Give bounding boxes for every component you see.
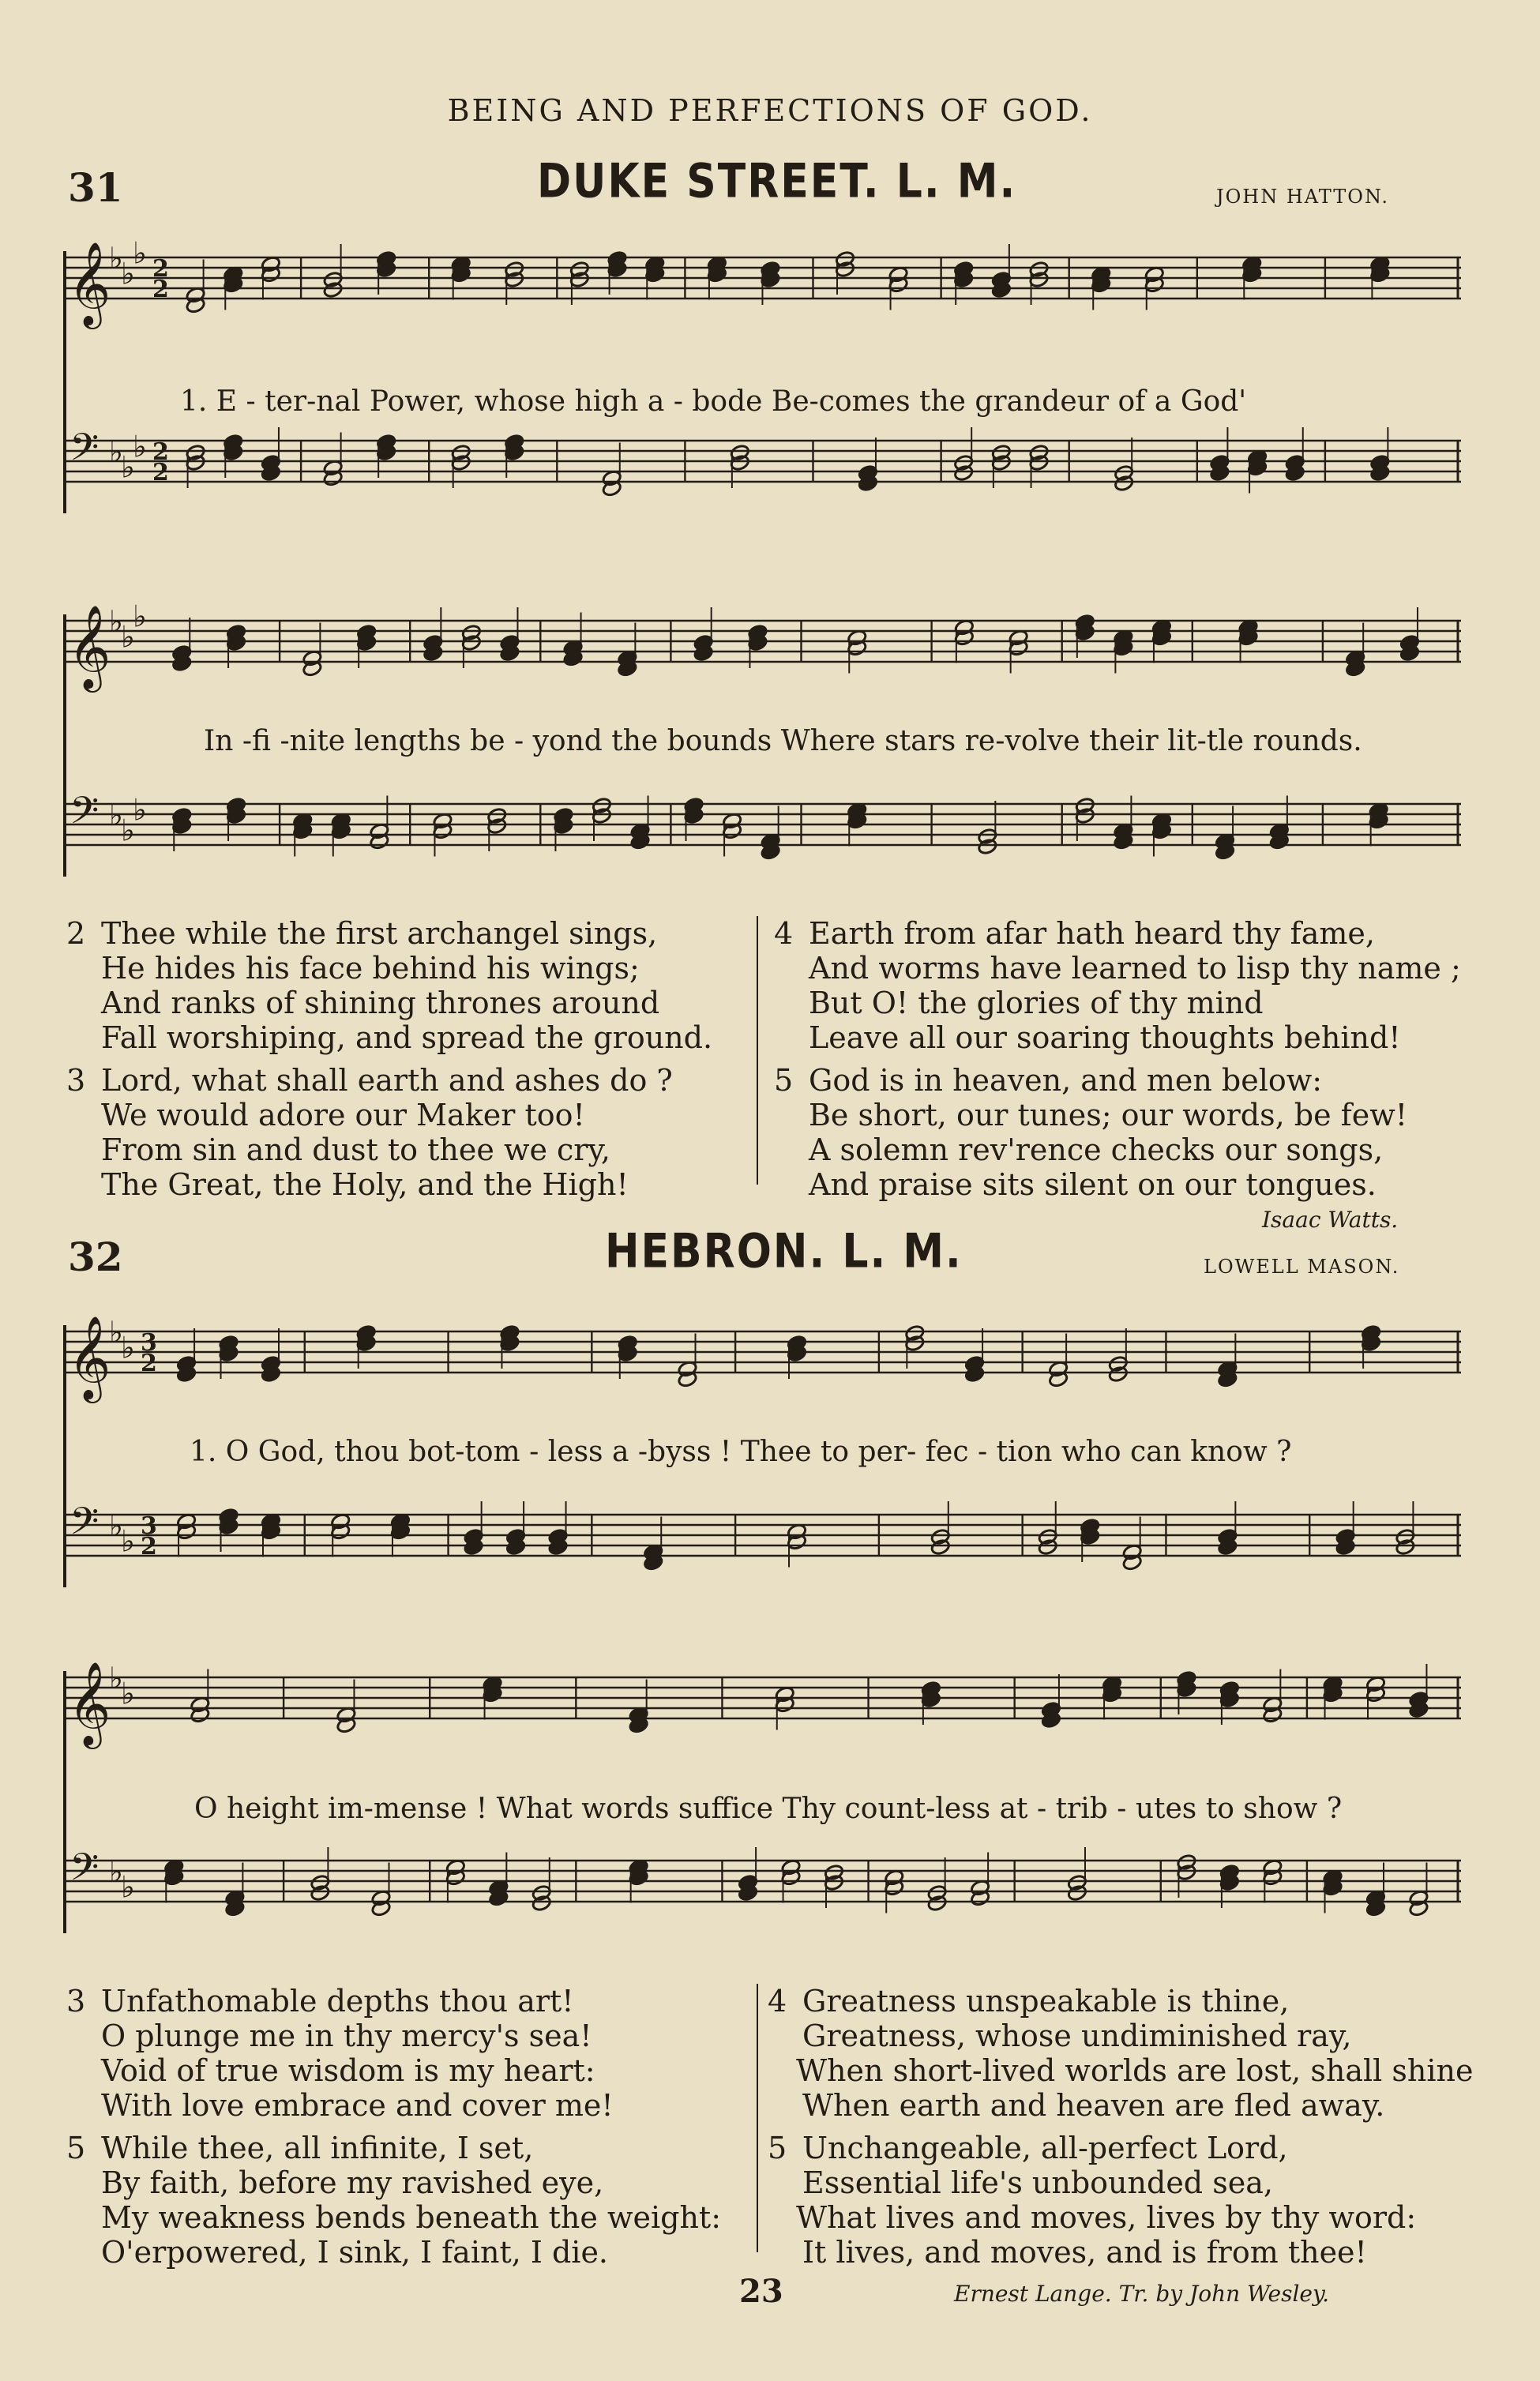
verse-number: 5 [768,2131,787,2165]
flat-sign-icon: ♭ [121,1523,135,1559]
treble-clef-icon: 𝄞 [68,241,111,325]
flat-sign-icon: ♭ [109,1854,123,1889]
running-head: BEING AND PERFECTIONS OF GOD. [447,93,1093,128]
time-signature: 2 [141,1533,157,1560]
hymn-meter: L. M. [896,154,1017,209]
verse-number: 5 [66,2131,86,2165]
flat-sign-icon: ♭ [121,256,135,291]
flat-sign-icon: ♭ [121,1676,135,1711]
treble-clef-icon: 𝄞 [68,604,111,689]
time-signature: 3 [141,1329,157,1357]
verse-line: And worms have learned to lisp thy name ; [809,951,1461,986]
lyrics-line: 1. E - ter-nal Power, whose high a - bode Be-comes the grandeur of a God' [180,385,1247,418]
verse [774,1063,1461,1202]
author-credit: Isaac Watts. [1262,1207,1399,1233]
treble-clef-icon: 𝄞 [68,1315,111,1399]
verses-left [66,916,712,1210]
lyrics-line: 1. O God, thou bot-tom - less a -byss ! Thee to per- fec - tion who can know ? [190,1436,1292,1468]
verse-line: My weakness bends beneath the weight: [101,2200,721,2235]
verse-line: He hides his face behind his wings; [101,951,640,986]
verse-line: Essential life's unbounded sea, [802,2165,1273,2200]
flat-sign-icon: ♭ [121,813,135,848]
verse-line: A solemn rev'rence checks our songs, [809,1132,1384,1167]
flat-sign-icon: ♭ [109,604,123,639]
verse-line: When short-lived worlds are lost, shall shine [796,2053,1474,2088]
verse-line: Lord, what shall earth and ashes do ? [101,1063,673,1098]
verse-line: And praise sits silent on our tongues. [809,1167,1377,1202]
verse-line: O plunge me in thy mercy's sea! [101,2019,592,2053]
verse-line: But O! the glories of thy mind [809,986,1264,1020]
column-divider [757,916,758,1185]
verse [768,1984,1473,2123]
verse-line: Leave all our soaring thoughts behind! [809,1020,1401,1055]
verse-line: Greatness unspeakable is thine, [802,1984,1290,2019]
verse-line: When earth and heaven are fled away. [802,2088,1385,2123]
verse-line: With love embrace and cover me! [101,2088,614,2123]
composer: LOWELL MASON. [1204,1256,1400,1278]
treble-clef-icon: 𝄞 [68,1661,111,1745]
hymn-title [605,1225,963,1279]
verse-line: We would adore our Maker too! [101,1098,585,1132]
hymn-title-name: DUKE STREET. [537,154,881,209]
verses-right [768,1984,1473,2278]
hymn-number: 31 [68,164,123,211]
verse [66,1984,721,2123]
verse-line: Fall worshiping, and spread the ground. [101,1020,713,1055]
verse-line: Be short, our tunes; our words, be few! [809,1098,1408,1132]
composer: JOHN HATTON. [1216,186,1390,208]
verse [774,916,1461,1055]
flat-sign-icon: ♭ [109,1508,123,1543]
hymn-meter: L. M. [842,1224,963,1279]
verse-line: And ranks of shining thrones around [101,986,660,1020]
page-number: 23 [739,2273,783,2310]
verse-line: From sin and dust to thee we cry, [101,1132,610,1167]
bass-clef-icon: 𝄢 [69,425,100,479]
hymn-title [537,155,1016,209]
verse-number: 3 [66,1063,86,1098]
flat-sign-icon: ♭ [109,241,123,276]
flat-sign-icon: ♭ [109,798,123,832]
verse-line: It lives, and moves, and is from thee! [802,2235,1367,2270]
verse-number: 5 [774,1063,794,1098]
verse-number: 2 [66,916,86,951]
verse-line: Earth from afar hath heard thy fame, [809,916,1375,951]
verse-number: 3 [66,1984,86,2019]
verse [66,1063,712,1202]
bass-clef-icon: 𝄢 [69,788,100,842]
verse-line: Thee while the first archangel sings, [101,916,658,951]
flat-sign-icon: ♭ [121,1869,135,1905]
verse-line: The Great, the Holy, and the High! [101,1167,629,1202]
verses-right [774,916,1461,1210]
bass-clef-icon: 𝄢 [69,1845,100,1898]
verses-left [66,1984,721,2278]
verse-line: Void of true wisdom is my heart: [101,2053,595,2088]
verse-line: Unchangeable, all-perfect Lord, [802,2131,1288,2165]
verse-number: 4 [768,1984,787,2019]
author-credit: Ernest Lange. Tr. by John Wesley. [954,2281,1330,2307]
verse [66,916,712,1055]
flat-sign-icon: ♭ [133,599,147,634]
verse-line: Greatness, whose undiminished ray, [802,2019,1352,2053]
hymn-number: 32 [68,1234,123,1280]
verse-number: 4 [774,916,794,951]
verse-line: God is in heaven, and men below: [809,1063,1323,1098]
verse-line: O'erpowered, I sink, I faint, I die. [101,2235,609,2270]
lyrics-line: In -fi -nite lengths be - yond the bounds Where stars re-volve their lit-tle rounds. [204,725,1362,757]
time-signature: 2 [152,255,169,283]
flat-sign-icon: ♭ [133,792,147,828]
flat-sign-icon: ♭ [121,449,135,485]
flat-sign-icon: ♭ [133,429,147,464]
column-divider [757,1984,758,2252]
verse-line: What lives and moves, lives by thy word: [796,2200,1417,2235]
verse [66,2131,721,2270]
verse-line: Unfathomable depths thou art! [101,1984,574,2019]
flat-sign-icon: ♭ [133,235,147,271]
bass-clef-icon: 𝄢 [69,1499,100,1553]
time-signature: 2 [141,1350,157,1377]
verse-line: While thee, all infinite, I set, [101,2131,534,2165]
verse [768,2131,1473,2270]
time-signature: 2 [152,276,169,303]
flat-sign-icon: ♭ [109,434,123,469]
lyrics-line: O height im-mense ! What words suffice Thy count-less at - trib - utes to show ? [194,1793,1343,1825]
time-signature: 3 [141,1512,157,1540]
flat-sign-icon: ♭ [109,1661,123,1696]
time-signature: 2 [152,459,169,486]
flat-sign-icon: ♭ [121,619,135,655]
hymn-title-name: HEBRON. [605,1224,827,1279]
time-signature: 2 [152,438,169,466]
verse-line: By faith, before my ravished eye, [101,2165,604,2200]
flat-sign-icon: ♭ [109,1315,123,1350]
flat-sign-icon: ♭ [121,1330,135,1365]
